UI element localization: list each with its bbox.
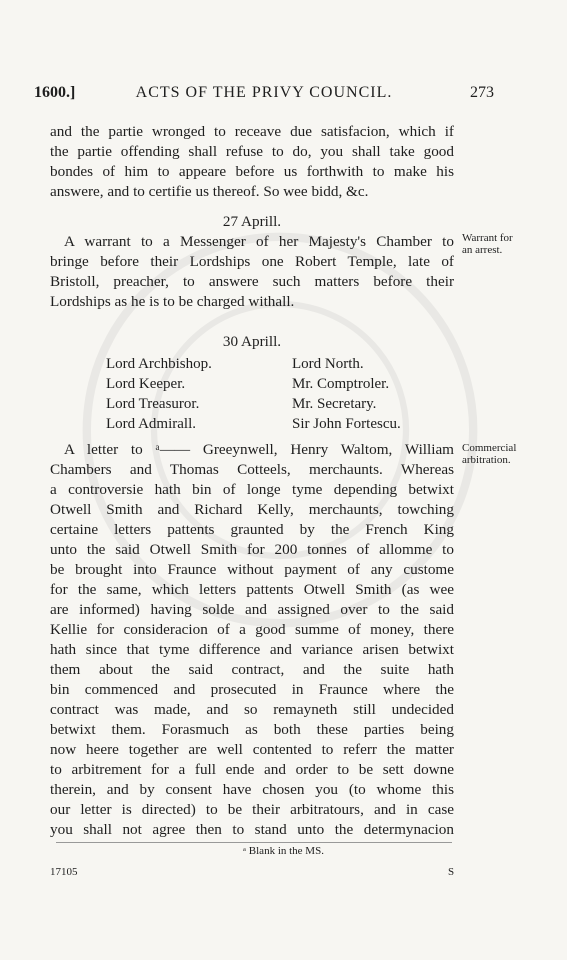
attendee: Mr. Secretary.: [292, 396, 377, 412]
body-line: for the same, which letters pattents Otwell Smith (as wee: [50, 581, 454, 598]
body-line: hath since that tyme difference and variance arisen betwixt: [50, 641, 454, 658]
body-line: bin commenced and prosecuted in Fraunce where the: [50, 681, 454, 698]
body-line: Kellie for consideracion of a good summe of money, there: [50, 621, 454, 638]
margin-note-line: arbitration.: [462, 454, 511, 466]
attendee: Sir John Fortescu.: [292, 416, 401, 432]
body-line: the partie offending shall refuse to do, you shall take good: [50, 143, 454, 160]
attendee: Lord Keeper.: [106, 376, 186, 392]
page-number: 273: [470, 84, 494, 101]
signature-mark: S: [448, 866, 455, 878]
body-line: Lordships as he is to be charged withall.: [50, 293, 295, 310]
footnote: ᵃ Blank in the MS.: [243, 845, 324, 857]
margin-note-line: Warrant for: [462, 232, 513, 244]
body-line: our letter is directed) to be their arbitratours, and in case: [50, 801, 454, 818]
footnote-divider: [56, 842, 452, 843]
attendee: Lord Treasuror.: [106, 396, 200, 412]
header-year: 1600.]: [34, 84, 76, 101]
attendee: Lord Admirall.: [106, 416, 196, 432]
body-line: Otwell Smith and Richard Kelly, merchaunts, towching: [50, 501, 454, 518]
body-line: contract was made, and so remayneth still undecided: [50, 701, 454, 718]
body-line: therein, and by consent have chosen you (to whome this: [50, 781, 454, 798]
printer-signature: 17105: [50, 866, 78, 878]
body-line: unto the said Otwell Smith for 200 tonnes of allomme to: [50, 541, 454, 558]
attendee: Mr. Comptroler.: [292, 376, 390, 392]
body-line: and the partie wronged to receave due satisfacion, which if: [50, 123, 454, 140]
margin-note: [462, 442, 516, 466]
body-line: A letter to ᵃ—— Greeynwell, Henry Waltom, William: [64, 441, 454, 458]
entry-date: 27 Aprill.: [222, 213, 282, 230]
body-line: be brought into Fraunce without payment of any custome: [50, 561, 454, 578]
body-line: them about the said contract, and the suite hath: [50, 661, 454, 678]
body-line: betwixt them. Forasmuch as both these parties being: [50, 721, 454, 738]
body-line: a controversie hath bin of longe tyme depending betwixt: [50, 481, 454, 498]
body-line: Bristoll, preacher, to answere such matters before their: [50, 273, 454, 290]
body-line: are informed) having solde and assigned over to the said: [50, 601, 454, 618]
body-line: A warrant to a Messenger of her Majesty's Chamber to: [64, 233, 454, 250]
header-title: ACTS OF THE PRIVY COUNCIL.: [135, 84, 393, 101]
body-line: bondes of him to appeare before us forthwith to make his: [50, 163, 454, 180]
body-line: bringe before their Lordships one Robert Temple, late of: [50, 253, 454, 270]
body-line: answere, and to certifie us thereof. So wee bidd, &c.: [50, 183, 369, 200]
body-line: to arbitrement for a full ende and order to be sett downe: [50, 761, 454, 778]
attendee: Lord Archbishop.: [106, 356, 212, 372]
margin-note-line: an arrest.: [462, 244, 503, 256]
margin-note: [462, 232, 513, 256]
body-line: now heere together are well contented to referr the matter: [50, 741, 454, 758]
entry-date: 30 Aprill.: [222, 333, 282, 350]
body-line: you shall not agree then to stand unto the determynacion: [50, 821, 454, 838]
margin-note-line: Commercial: [462, 442, 517, 454]
body-line: Chambers and Thomas Cotteels, merchaunts. Whereas: [50, 461, 454, 478]
running-header: [34, 84, 494, 110]
body-line: certaine letters pattents graunted by the French King: [50, 521, 454, 538]
attendee: Lord North.: [292, 356, 364, 372]
